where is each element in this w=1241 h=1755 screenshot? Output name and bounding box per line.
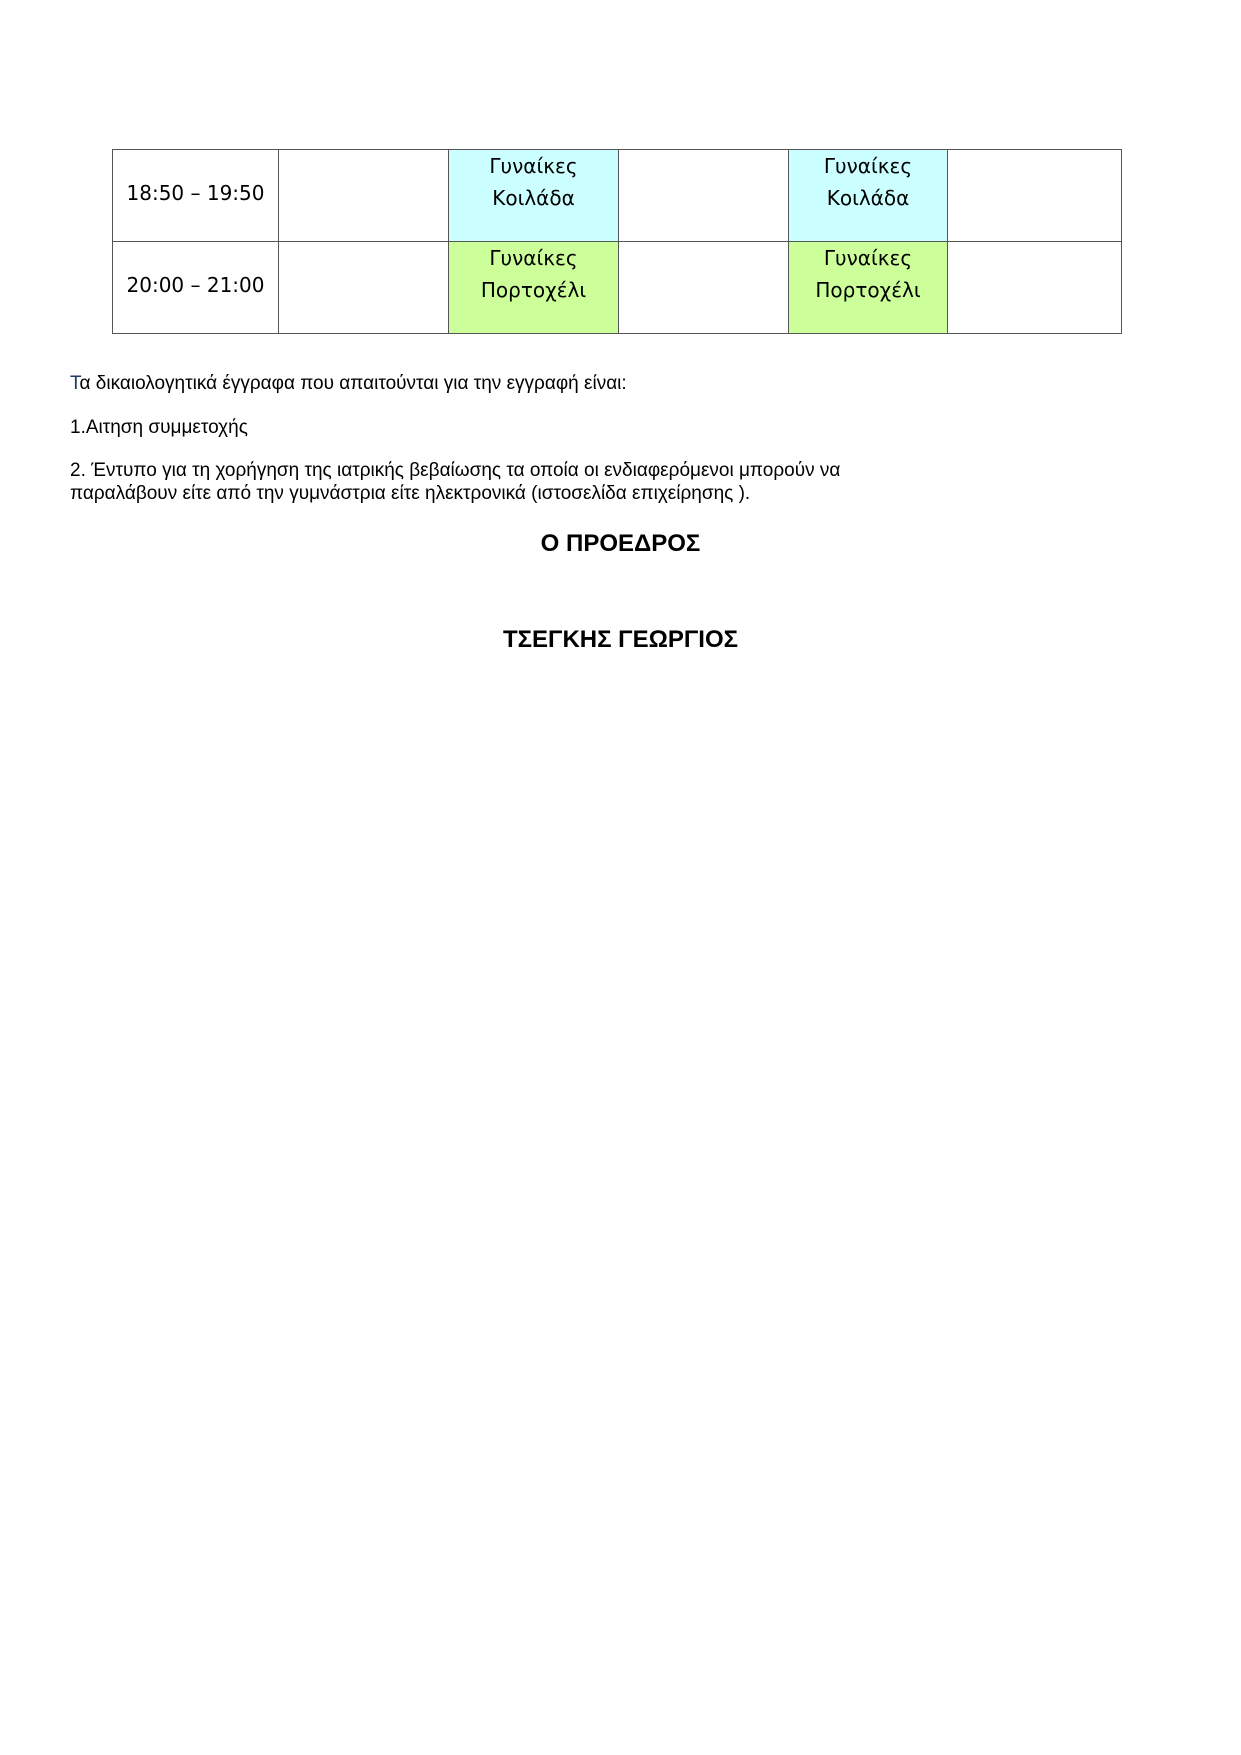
class-group: Γυναίκες	[489, 246, 578, 270]
table-row	[113, 242, 1122, 334]
schedule-cell	[279, 150, 449, 242]
class-group: Γυναίκες	[489, 154, 578, 178]
intro-first-letter: Τ	[70, 373, 80, 394]
documents-item-2-line-2: παραλάβουν είτε από την γυμνάστρια είτε ηλεκτρονικά (ιστοσελίδα επιχείρησης ).	[70, 483, 751, 504]
schedule-cell-class	[449, 242, 619, 334]
schedule-cell	[619, 150, 789, 242]
time-cell: 20:00 – 21:00	[113, 242, 279, 334]
class-location: Κοιλάδα	[492, 186, 575, 210]
documents-item-2-line-1: 2. Έντυπο για τη χορήγηση της ιατρικής βεβαίωσης τα οποία οι ενδιαφερόμενοι μπορούν να	[70, 460, 841, 481]
time-cell: 18:50 – 19:50	[113, 150, 279, 242]
intro-text: α δικαιολογητικά έγγραφα που απαιτούνται για την εγγραφή είναι:	[79, 373, 627, 394]
schedule-cell	[948, 150, 1122, 242]
class-group: Γυναίκες	[823, 154, 913, 178]
class-location: Κοιλάδα	[826, 186, 910, 210]
class-group: Γυναίκες	[823, 246, 913, 270]
schedule-cell-class	[789, 150, 948, 242]
schedule-cell	[279, 242, 449, 334]
schedule-cell-class	[789, 242, 948, 334]
documents-intro	[70, 373, 627, 395]
schedule-cell-class	[449, 150, 619, 242]
table-row	[113, 150, 1122, 242]
class-location: Πορτοχέλι	[815, 278, 921, 302]
schedule-cell	[948, 242, 1122, 334]
schedule-table	[112, 149, 1122, 334]
schedule-cell	[619, 242, 789, 334]
signature-name: ΤΣΕΓΚΗΣ ΓΕΩΡΓΙΟΣ	[502, 626, 739, 653]
signature-title: Ο ΠΡΟΕΔΡΟΣ	[540, 530, 701, 557]
class-location: Πορτοχέλι	[480, 278, 587, 302]
documents-item-1: 1.Αιτηση συμμετοχής	[70, 417, 248, 438]
